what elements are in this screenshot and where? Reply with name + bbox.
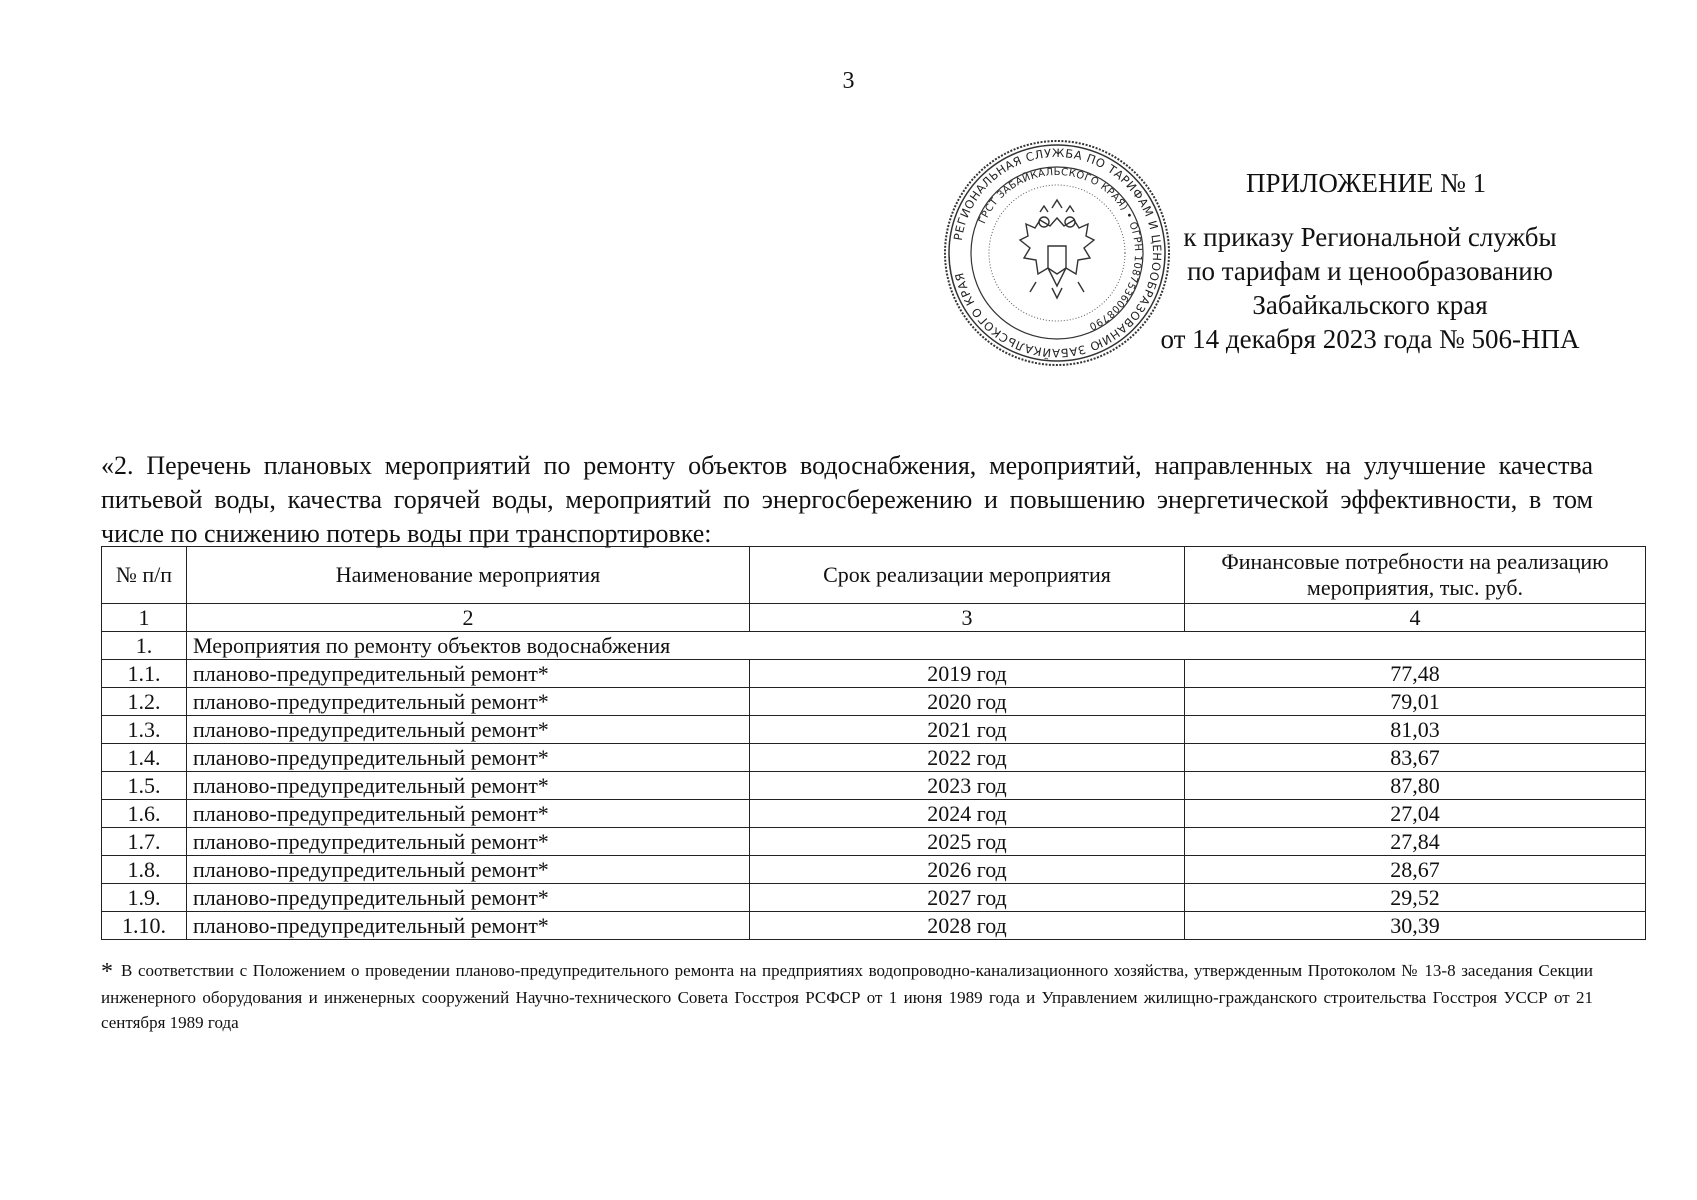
- table-row: [102, 912, 1646, 940]
- row-number: 1.3.: [102, 716, 187, 744]
- seal-inner-text: ГРСТ ЗАБАЙКАЛЬСКОГО КРАЯ) • ОГРН 1087536008790: [977, 166, 1144, 332]
- row-term: 2027 год: [750, 884, 1185, 912]
- row-amount: 77,48: [1185, 660, 1646, 688]
- row-measure-name: планово-предупредительный ремонт*: [187, 800, 750, 828]
- row-number: 1.7.: [102, 828, 187, 856]
- row-measure-name: планово-предупредительный ремонт*: [187, 856, 750, 884]
- row-term: 2028 год: [750, 912, 1185, 940]
- row-number: 1.10.: [102, 912, 187, 940]
- official-seal-stamp: [940, 136, 1174, 370]
- row-term: 2022 год: [750, 744, 1185, 772]
- seal-outer-text: РЕГИОНАЛЬНАЯ СЛУЖБА ПО ТАРИФАМ И ЦЕНООБРАЗОВАНИЮ ЗАБАЙКАЛЬСКОГО КРАЯ: [950, 145, 1165, 361]
- row-number: 1.9.: [102, 884, 187, 912]
- table-row: [102, 800, 1646, 828]
- intro-paragraph: «2. Перечень плановых мероприятий по ремонту объектов водоснабжения, мероприятий, направленных на улучшение качества питьевой воды, качества горячей воды, мероприятий по энергосбережению и повышению энергетической эффективности, в том числе по снижению потерь воды при транспортировке:: [101, 451, 1593, 548]
- table-header-row: [102, 547, 1646, 604]
- header-number: № п/п: [102, 547, 187, 604]
- footnote-marker: *: [101, 959, 113, 985]
- footnote: [101, 958, 1593, 1035]
- row-term: 2025 год: [750, 828, 1185, 856]
- section-row: [102, 632, 1646, 660]
- row-number: 1.8.: [102, 856, 187, 884]
- column-number: 3: [750, 604, 1185, 632]
- section-title: Мероприятия по ремонту объектов водоснабжения: [187, 632, 1646, 660]
- appendix-line-order: к приказу Региональной службы: [1183, 222, 1557, 252]
- row-measure-name: планово-предупредительный ремонт*: [187, 772, 750, 800]
- column-number: 1: [102, 604, 187, 632]
- row-term: 2020 год: [750, 688, 1185, 716]
- row-number: 1.1.: [102, 660, 187, 688]
- row-measure-name: планово-предупредительный ремонт*: [187, 744, 750, 772]
- table-row: [102, 856, 1646, 884]
- header-financing: Финансовые потребности на реализацию мероприятия, тыс. руб.: [1185, 547, 1646, 604]
- row-term: 2019 год: [750, 660, 1185, 688]
- row-amount: 87,80: [1185, 772, 1646, 800]
- column-number-row: [102, 604, 1646, 632]
- seal-graphic: [940, 136, 1174, 370]
- table-row: [102, 884, 1646, 912]
- row-measure-name: планово-предупредительный ремонт*: [187, 716, 750, 744]
- svg-text:ГРСТ ЗАБАЙКАЛЬСКОГО КРАЯ) • ОГ: [977, 167, 1143, 332]
- row-amount: 81,03: [1185, 716, 1646, 744]
- appendix-line-date: от 14 декабря 2023 года № 506-НПА: [1160, 324, 1580, 354]
- footnote-text: В соответствии с Положением о проведении планово-предупредительного ремонта на предприятиях водопроводно-канализационного хозяйства, утвержденным Протоколом № 13-8 заседания Секции инженерного оборудования и инженерных сооружений Научно-технического Совета Госстроя РСФСР от 1 июня 1989 года и Управлением жилищно-гражданского строительства Госстроя УССР от 21 сентября 1989 года: [101, 961, 1593, 1032]
- column-number: 2: [187, 604, 750, 632]
- table-row: [102, 828, 1646, 856]
- row-measure-name: планово-предупредительный ремонт*: [187, 688, 750, 716]
- row-amount: 83,67: [1185, 744, 1646, 772]
- row-amount: 27,04: [1185, 800, 1646, 828]
- table-row: [102, 688, 1646, 716]
- table-row: [102, 744, 1646, 772]
- row-number: 1.4.: [102, 744, 187, 772]
- table-rows: [102, 660, 1646, 940]
- table-row: [102, 716, 1646, 744]
- row-measure-name: планово-предупредительный ремонт*: [187, 828, 750, 856]
- table-row: [102, 772, 1646, 800]
- section-number: 1.: [102, 632, 187, 660]
- row-amount: 79,01: [1185, 688, 1646, 716]
- appendix-line-service: по тарифам и ценообразованию: [1187, 256, 1553, 286]
- row-amount: 29,52: [1185, 884, 1646, 912]
- row-measure-name: планово-предупредительный ремонт*: [187, 660, 750, 688]
- row-number: 1.2.: [102, 688, 187, 716]
- row-measure-name: планово-предупредительный ремонт*: [187, 884, 750, 912]
- row-term: 2026 год: [750, 856, 1185, 884]
- row-number: 1.6.: [102, 800, 187, 828]
- row-amount: 27,84: [1185, 828, 1646, 856]
- page-number: 3: [842, 68, 855, 94]
- header-measure-name: Наименование мероприятия: [187, 547, 750, 604]
- table-row: [102, 660, 1646, 688]
- row-amount: 30,39: [1185, 912, 1646, 940]
- header-term: Срок реализации мероприятия: [750, 547, 1185, 604]
- column-number: 4: [1185, 604, 1646, 632]
- row-measure-name: планово-предупредительный ремонт*: [187, 912, 750, 940]
- row-number: 1.5.: [102, 772, 187, 800]
- measures-table: [101, 546, 1646, 940]
- row-amount: 28,67: [1185, 856, 1646, 884]
- appendix-line-region: Забайкальского края: [1252, 290, 1488, 320]
- double-headed-eagle-icon: [1020, 200, 1094, 298]
- row-term: 2023 год: [750, 772, 1185, 800]
- appendix-title: ПРИЛОЖЕНИЕ № 1: [1246, 168, 1487, 198]
- row-term: 2024 год: [750, 800, 1185, 828]
- row-term: 2021 год: [750, 716, 1185, 744]
